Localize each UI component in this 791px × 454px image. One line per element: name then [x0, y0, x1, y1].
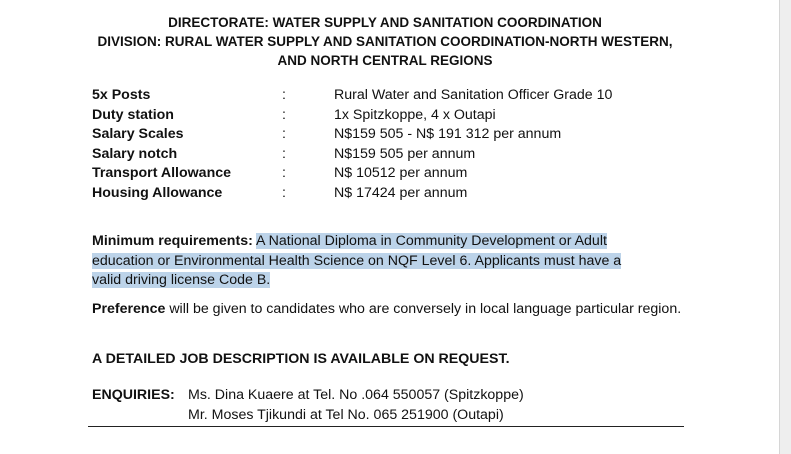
detail-row-housing-allowance	[92, 184, 612, 204]
detail-separator: :	[282, 106, 286, 123]
minimum-requirements[interactable]	[92, 232, 712, 291]
detail-row-salary-notch	[92, 145, 612, 165]
detail-separator: :	[282, 145, 286, 162]
detail-value: N$ 17424 per annum	[334, 184, 468, 201]
preference-paragraph	[92, 300, 712, 320]
detail-separator: :	[282, 165, 286, 181]
detail-label: 5x Posts	[92, 87, 151, 103]
document-header	[0, 13, 770, 70]
detail-value: N$159 505 - N$ 191 312 per annum	[334, 126, 562, 142]
requirements-selected-text[interactable]: valid driving license Code B.	[92, 272, 271, 288]
requirements-selected-text[interactable]: education or Environmental Health Science on NQF Level 6. Applicants must have a	[92, 252, 622, 269]
detail-row-duty-station	[92, 106, 612, 126]
detail-separator: :	[282, 87, 286, 103]
contact-spitzkoppe: Ms. Dina Kuaere at Tel. No .064 550057 (Spitzkoppe)	[188, 387, 524, 403]
detail-separator: :	[282, 126, 286, 142]
division-title-cont: AND NORTH CENTRAL REGIONS	[277, 53, 493, 68]
detail-value: 1x Spitzkoppe, 4 x Outapi	[334, 106, 496, 123]
scrollbar[interactable]	[779, 0, 791, 454]
detail-separator: :	[282, 184, 286, 201]
enquiries-contacts	[188, 386, 524, 425]
preference-label: Preference	[92, 301, 166, 317]
detail-value: N$159 505 per annum	[334, 145, 476, 162]
enquiries	[92, 386, 524, 425]
division-title: DIVISION: RURAL WATER SUPPLY AND SANITATION COORDINATION-NORTH WESTERN,	[97, 34, 673, 49]
detail-row-salary-scales	[92, 125, 612, 145]
detail-label: Salary notch	[92, 145, 178, 162]
directorate-title: DIRECTORATE: WATER SUPPLY AND SANITATION COORDINATION	[168, 15, 602, 30]
requirements-selected-text[interactable]: A National Diploma in Community Development or Adult	[256, 233, 607, 249]
detail-value: N$ 10512 per annum	[334, 165, 468, 181]
bottom-divider	[88, 426, 684, 427]
detailed-description-note: A DETAILED JOB DESCRIPTION IS AVAILABLE ON REQUEST.	[92, 351, 510, 367]
contact-outapi: Mr. Moses Tjikundi at Tel No. 065 251900 (Outapi)	[188, 406, 504, 423]
detail-label: Duty station	[92, 106, 174, 123]
detail-label: Transport Allowance	[92, 165, 232, 181]
preference-text: will be given to candidates who are conversely in local language particular region.	[169, 301, 682, 317]
detail-value: Rural Water and Sanitation Officer Grade 10	[334, 87, 613, 103]
requirements-label: Minimum requirements:	[92, 233, 253, 249]
detail-label: Housing Allowance	[92, 184, 223, 201]
post-details	[92, 86, 612, 203]
detail-row-posts	[92, 86, 612, 106]
enquiries-label: ENQUIRIES:	[92, 387, 175, 403]
detail-row-transport-allowance	[92, 164, 612, 184]
detail-label: Salary Scales	[92, 126, 184, 142]
